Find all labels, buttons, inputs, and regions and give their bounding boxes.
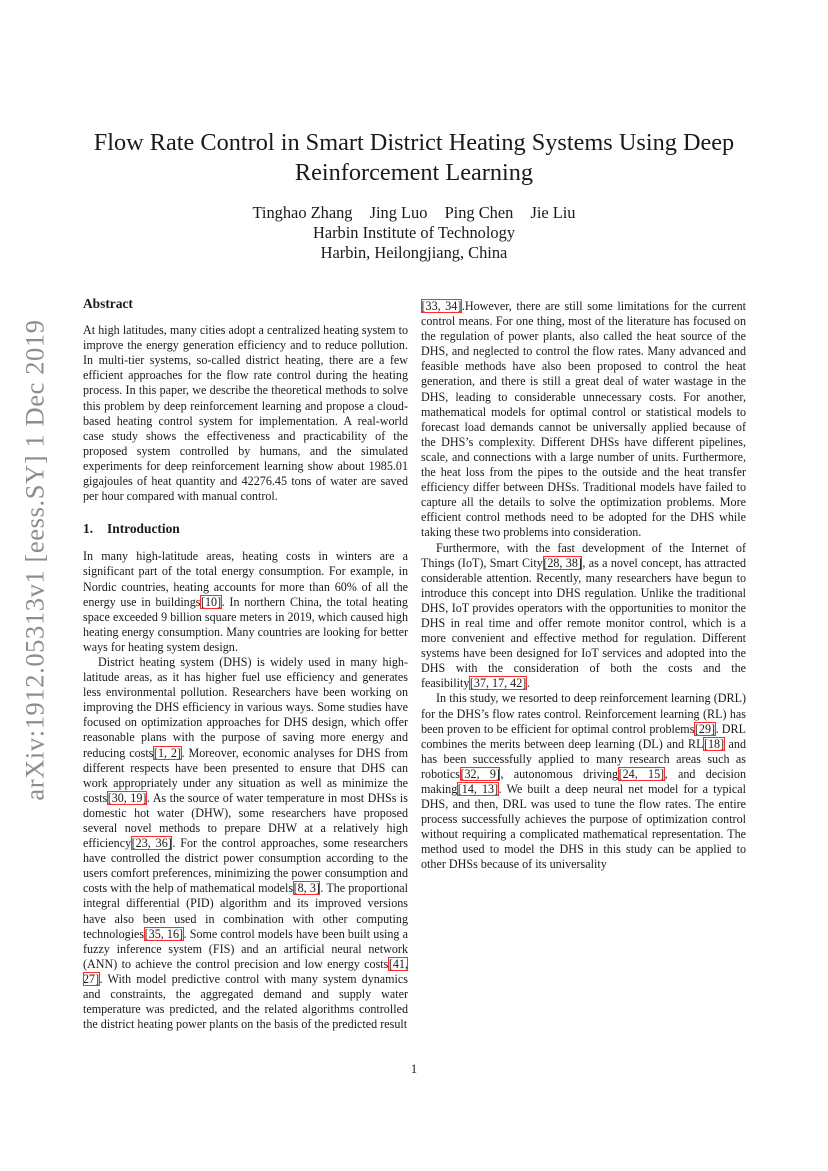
- title-line-2: Reinforcement Learning: [294, 159, 534, 186]
- text-run: . We built a deep neural net model for a typical DHS, and then, DRL was used to tune the flow rates. The entire process successfully achieves the purpose of optimization control without requiring a complicated mathematical representation. The method used to model the DHS in this study can be applied to other DHSs because of its universality: [421, 782, 746, 872]
- citation-link[interactable]: [8, 3]: [293, 881, 320, 896]
- arxiv-identifier-text: arXiv:1912.05313v1 [eess.SY] 1 Dec 2019: [19, 319, 50, 801]
- author-name: Jie Liu: [530, 203, 576, 222]
- citation-link[interactable]: [10]: [200, 594, 222, 609]
- intro-paragraph-2: [83, 655, 408, 1032]
- text-run: .: [526, 676, 530, 691]
- text-run: and has been successfully applied to many research areas such as robotics: [421, 736, 746, 781]
- text-run: .: [461, 299, 465, 313]
- text-run: . DRL combines the merits between deep learning (DL) and RL: [421, 721, 746, 751]
- text-run: . As the source of water temperature in most DHSs is domestic hot water (DHW), some researchers have proposed several novel methods to prepare DHW at a relatively high efficiency: [83, 790, 408, 851]
- text-run: . In northern China, the total heating space exceeded 9 billion square meters in 2019, which caused high heating energy consumption. Many countries are looking for better ways for heating system design.: [83, 594, 408, 654]
- page-number: 1: [410, 1062, 418, 1076]
- paper-title: [60, 128, 768, 188]
- intro-paragraph-4: [421, 691, 746, 872]
- author-name: Ping Chen: [444, 203, 514, 222]
- left-column: [83, 296, 408, 1032]
- arxiv-identifier: [20, 230, 50, 890]
- abstract-heading: Abstract: [83, 296, 133, 311]
- author-list: [60, 203, 768, 223]
- text-run: District heating system (DHS) is widely used in many high-latitude areas, as it has higher fuel use efficiency and generates less environmental pollution. Researchers have been working on improving the DHS efficiency in various ways. Some studies have focused on optimization approaches for DHS design, which offer reasonable plans with the purpose of saving more energy and reducing costs: [83, 654, 408, 760]
- text-run: . The proportional integral differential (PID) algorithm and its improved versions have also been used in combination with other computing technologies: [83, 881, 409, 941]
- intro-paragraph-2-continued: [421, 299, 746, 541]
- text-run: , and decision making: [421, 766, 746, 796]
- citation-link[interactable]: [18]: [703, 736, 725, 751]
- title-line-1: Flow Rate Control in Smart District Heating Systems Using Deep: [93, 129, 735, 156]
- citation-link[interactable]: [28, 38]: [543, 555, 582, 570]
- citation-link[interactable]: [30, 19]: [107, 790, 147, 805]
- location: Harbin, Heilongjiang, China: [320, 243, 508, 262]
- author-name: Tinghao Zhang: [252, 203, 353, 222]
- citation-link[interactable]: [33, 34]: [421, 299, 462, 313]
- citation-link[interactable]: [14, 13]: [457, 782, 499, 796]
- citation-link[interactable]: [24, 15]: [618, 766, 665, 781]
- text-run: However, there are still some limitations for the current control means. For one thing, most of the literature has focused on the regulation of power plants, also called the heat source of the DHS, and neglected to control the flow rates. Many advanced and feasible methods have also been proposed to control the heat generation, and there is still a great deal of water wastage in the DHS, leading to considerable unnecessary costs. For another, mathematical models for optimal control or statistical models to forecast load demands cannot be universally applied because of the DHS’s complexity. Different DHSs have different pipelines, scale, and connections with a large number of units. Furthermore, the heat loss from the pipes to the outside and the heat transfer efficiency differ between DHSs. Traditional models have failed to capture all the details to solve the optimization problems. More efficient control methods need to be adopted for the DHS while taking these two problems into consideration.: [421, 299, 747, 540]
- citation-link[interactable]: [23, 36]: [131, 836, 172, 851]
- text-run: In many high-latitude areas, heating costs in winters are a significant part of the total energy consumption. For example, in Nordic countries, heating accounts for more than 60% of all the energy use in buildings: [83, 549, 408, 609]
- text-run: . With model predictive control with many system dynamics and constraints, the aggregated demand and supply water temperature was predicted, and the related algorithms controlled the district heating power plants on the basis of the predicted result: [83, 971, 408, 1032]
- citation-link[interactable]: [29]: [694, 721, 716, 736]
- section-title: Introduction: [107, 521, 180, 537]
- text-run: Furthermore, with the fast development of the Internet of Things (IoT), Smart City: [421, 540, 746, 570]
- citation-link[interactable]: [37, 17, 42]: [469, 676, 527, 691]
- citation-link[interactable]: [32, 9]: [460, 766, 500, 781]
- intro-paragraph-1: [83, 549, 408, 655]
- citation-link[interactable]: [1, 2]: [153, 745, 182, 760]
- text-run: In this study, we resorted to deep reinforcement learning (DRL) for the DHS’s flow rates control. Reinforcement learning (RL) has been proven to be efficient for optimal control problems: [421, 691, 746, 736]
- text-run: . Moreover, economic analyses for DHS from different respects have been presented to ensure that DHS can work appropriately under any situation as well as minimize the costs: [83, 745, 409, 805]
- section-number: 1.: [83, 521, 94, 537]
- citation-link[interactable]: [41, 27]: [83, 956, 408, 986]
- right-column: [421, 299, 746, 873]
- text-run: , autonomous driving: [500, 766, 619, 781]
- text-run: . Some control models have been built using a fuzzy inference system (FIS) and an artificial neural network (ANN) to achieve the control precision and low energy costs: [83, 926, 409, 971]
- introduction-heading: [83, 521, 408, 536]
- abstract-text: At high latitudes, many cities adopt a centralized heating system to improve the energy generation efficiency and to reduce pollution. In multi-tier systems, so-called district heating, there are a few efficient approaches for the flow rate control during the heating process. In this paper, we describe the theoretical methods to solve this problem by deep reinforcement learning and propose a cloud-based heating control system for implementation. A real-world case study shows the effectiveness and practicability of the proposed system controlled by humans, and the simulated experiments for deep reinforcement learning show about 1985.01 gigajoules of heat quantity and 42276.45 tons of water are saved per hour compared with manual control.: [83, 323, 408, 504]
- author-block: [60, 203, 768, 263]
- affiliation: Harbin Institute of Technology: [312, 223, 516, 242]
- citation-link[interactable]: [35, 16]: [144, 926, 184, 941]
- text-run: . For the control approaches, some researchers have controlled the district power consumption according to the users comfort preferences, minimizing the power consumption and costs with the help of mathematical models: [83, 836, 408, 896]
- author-name: Jing Luo: [369, 203, 428, 222]
- text-run: , as a novel concept, has attracted considerable attention. Recently, many researchers have begun to introduce this concept into DHS regulation. Unlike the traditional DHS, IoT provides operators with the opportunities to monitor the DHS in real time and offer remote monitor control, which is a more convenient and effective method for regulation. Different systems have been designed for IoT services and adopted into the DHS with the consideration of both the costs and the feasibility: [421, 555, 746, 691]
- intro-paragraph-3: [421, 541, 746, 692]
